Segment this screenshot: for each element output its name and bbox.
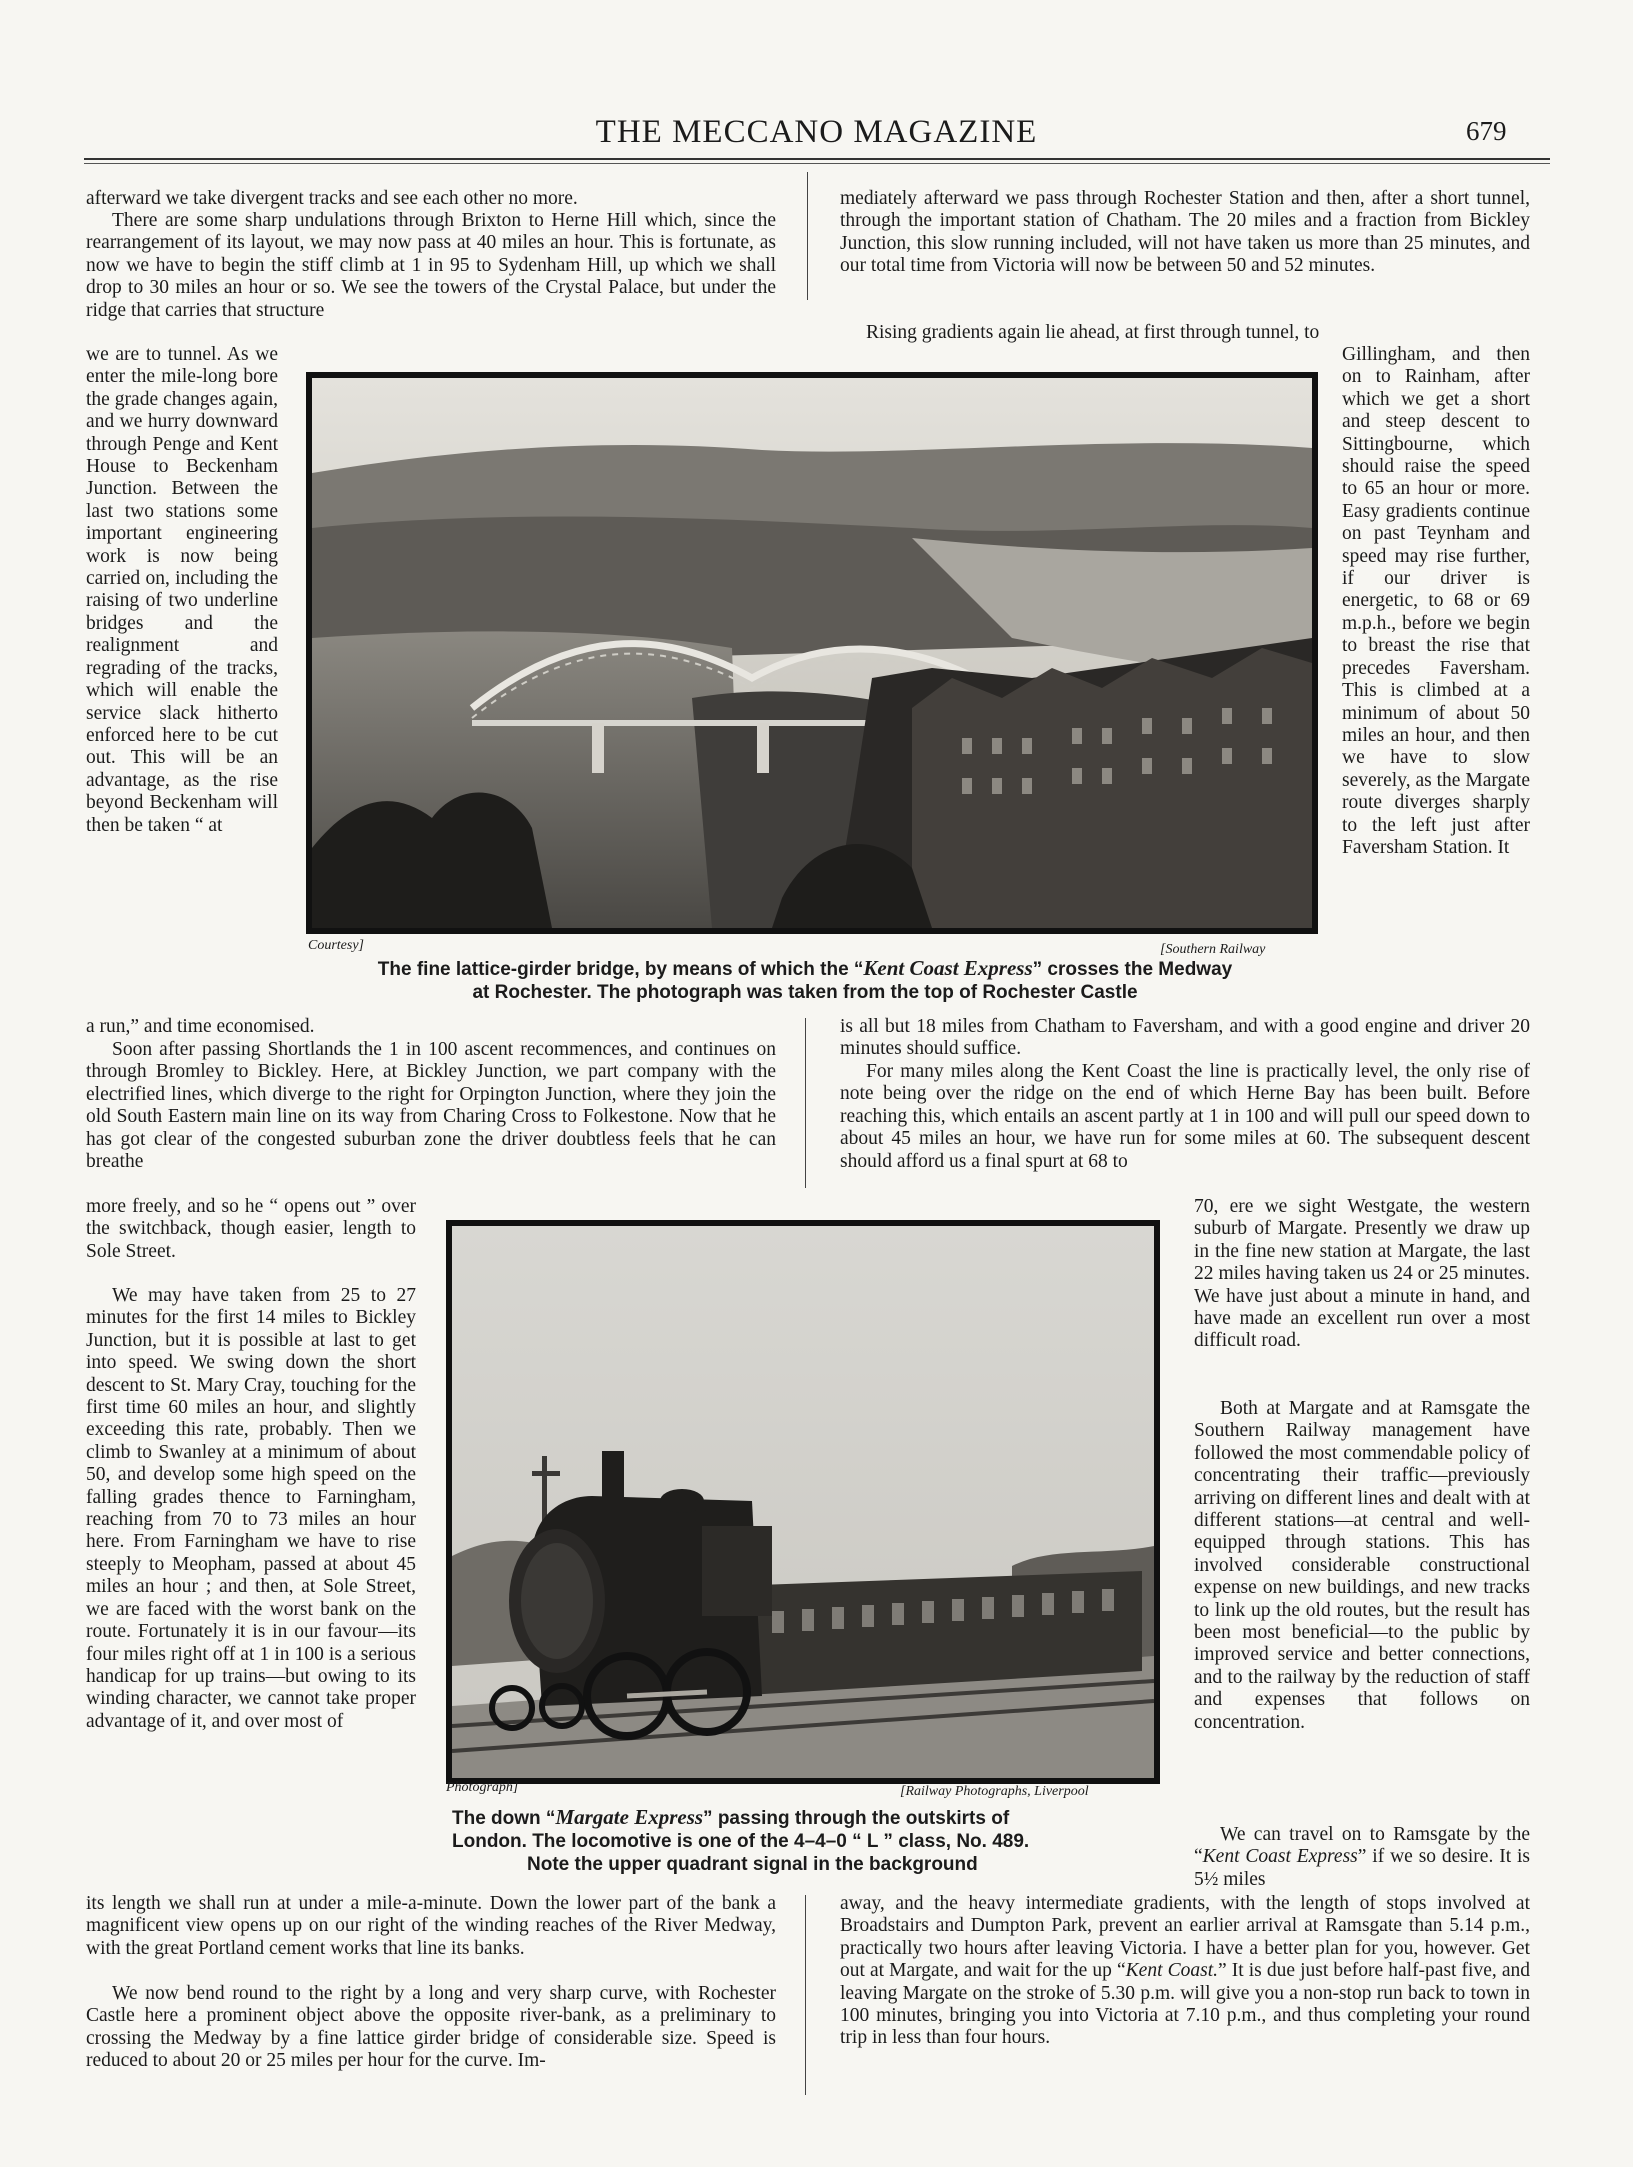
margate-express-photo <box>446 1220 1160 1784</box>
right-narrow-paragraph-2: 70, ere we sight Westgate, the western suburb of Margate. Presently we draw up in the fine new station at Margate, the last 22 miles having taken us 24 or 25 minutes. We have just about a minute in hand, and have made an excellent run over a most difficult road. <box>1194 1196 1530 1352</box>
right-narrow-paragraph-4: We can travel on to Ramsgate by the “Kent Coast Express” if we so desire. It is 5½ miles <box>1194 1824 1530 1890</box>
photo2-caption <box>452 1806 1152 1876</box>
right-narrow-paragraph-3: Both at Margate and at Ramsgate the Southern Railway management have followed the most commendable policy of concentrating their traffic—previously arriving on different lines and dealt with at different stations—at central and well-equipped through stations. This has involved considerable constructional expense on new buildings, and new tracks to link up the old routes, but the result has been most beneficial—to the public by improved service and better connections, and to the railway by the reduction of staff and expenses that follows on concentration. <box>1194 1398 1530 1733</box>
photo2-credit-left: Photograph] <box>446 1780 519 1795</box>
left-narrow-paragraph-2: more freely, and so he “ opens out ” over the switchback, though easier, length to Sole Street. <box>86 1196 416 1262</box>
photo2-caption-line3: Note the upper quadrant signal in the background <box>527 1854 978 1875</box>
photo1-caption-line1: The fine lattice-girder bridge, by means of which the “Kent Coast Express” crosses the Medway <box>377 956 1233 980</box>
right-narrow-paragraph-1: Gillingham, and then on to Rainham, after which we get a short and steep descent to Sittingbourne, which should raise the speed to 65 an hour or more. Easy gradients continue on past Teynham and speed may rise further, if our driver is energetic, to 68 or 69 m.p.h., before we begin to breast the rise that precedes Faversham. This is climbed at a minimum of about 50 miles an hour, and then we have to slow severely, as the Margate route diverges sharply to the left just after Faversham Station. It <box>1342 344 1530 858</box>
header-rule-thin <box>84 163 1550 164</box>
left-narrow-paragraph-3: We may have taken from 25 to 27 minutes for the first 14 miles to Bickley Junction, but it is possible at last to get into speed. We swing down the short descent to St. Mary Cray, touching for the first time 60 miles an hour, and slightly exceeding this rate, probably. Then we climb to Swanley at a minimum of about 50, and develop some high speed on the falling grades thence to Farningham, reaching from 70 to 73 miles an hour here. From Farningham we have to rise steeply to Meopham, passed at about 45 miles an hour ; and then, at Sole Street, we are faced with the worst bank on the route. Fortunately it is in our favour—its four miles right off at 1 in 100 is a serious handicap for up trains—but owing to its winding character, we cannot take proper advantage of it, and over most of <box>86 1285 416 1732</box>
right-paragraph-mid-1: is all but 18 miles from Chatham to Faversham, and with a good engine and driver 20 minutes should suffice. <box>840 1016 1530 1060</box>
page-number: 679 <box>1466 116 1507 146</box>
left-paragraph-top: afterward we take divergent tracks and see each other no more. <box>86 188 578 209</box>
left-narrow-paragraph-1: we are to tunnel. As we enter the mile-long bore the grade changes again, and we hurry downward through Penge and Kent House to Beckenham Junction. Between the last two stations some important engineering work is now being carried on, including the raising of two underline bridges and the realignment and regrading of the tracks, which will enable the service slack hitherto enforced here to be cut out. This will be an advantage, as the rise beyond Beckenham will then be taken “ at <box>86 344 278 836</box>
photo1-credit-right: [Southern Railway <box>1160 942 1266 957</box>
magazine-title: THE MECCANO MAGAZINE <box>595 114 1038 150</box>
rochester-bridge-photo <box>306 372 1318 934</box>
left-paragraph-mid: a run,” and time economised. <box>86 1016 315 1037</box>
left-paragraph-2: There are some sharp undulations through Brixton to Herne Hill which, since the rearrangement of its layout, we may now pass at 40 miles an hour. This is fortunate, as now we have to begin the stiff climb at 1 in 95 to Sydenham Hill, up which we shall drop to 30 miles an hour or so. We see the towers of the Crystal Palace, but under the ridge that carries that structure <box>86 210 776 321</box>
column-divider-middle <box>805 1018 806 1188</box>
right-paragraph-bottom: away, and the heavy intermediate gradients, with the length of stops involved at Broadstairs and Dumpton Park, prevent an earlier arrival at Ramsgate than 5.14 p.m., practically two hours after leaving Victoria. I have a better plan for you, however. Get out at Margate, and wait for the up “Kent Coast.” It is due just before half-past five, and leaving Margate on the stroke of 5.30 p.m. will give you a non-stop run back to town in 100 minutes, bringing you into Victoria at 7.10 p.m., and thus completing your round trip in less than four hours. <box>840 1893 1530 2049</box>
photo1-caption-line2: at Rochester. The photograph was taken from the top of Rochester Castle <box>472 982 1138 1003</box>
column-divider-bottom <box>805 1895 806 2095</box>
photo2-credit-right: [Railway Photographs, Liverpool <box>900 1784 1089 1799</box>
photo1-caption <box>300 957 1310 1004</box>
left-paragraph-bottom-2: We now bend round to the right by a long and very sharp curve, with Rochester Castle here a prominent object above the opposite river-bank, as a preliminary to crossing the Medway by a fine lattice girder bridge of considerable size. Speed is reduced to about 20 or 25 miles per hour for the curve. Im- <box>86 1983 776 2072</box>
header-rule <box>84 158 1550 160</box>
right-paragraph-rising: Rising gradients again lie ahead, at first through tunnel, to <box>866 322 1320 343</box>
right-paragraph-top: mediately afterward we pass through Rochester Station and then, after a short tunnel, through the important station of Chatham. The 20 miles and a fraction from Bickley Junction, this slow running included, will not have taken us more than 25 minutes, and our total time from Victoria will now be between 50 and 52 minutes. <box>840 188 1530 277</box>
photo1-credit-left: Courtesy] <box>308 938 364 953</box>
left-paragraph-3: Soon after passing Shortlands the 1 in 100 ascent recommences, and continues on through Bromley to Bickley. Here, at Bickley Junction, we part company with the electrified lines, which diverge to the right for Orpington Junction, where they join the old South Eastern main line on its way from Charing Cross to Folkestone. Now that he has got clear of the congested suburban zone the driver doubtless feels that he can breathe <box>86 1039 776 1173</box>
right-paragraph-mid-2: For many miles along the Kent Coast the line is practically level, the only rise of note being over the ridge on the end of which Herne Bay has been built. Before reaching this, which entails an ascent partly at 1 in 100 and will pull our speed down to about 45 miles an hour, we have run for some miles at 60. The subsequent descent should afford us a final spurt at 68 to <box>840 1061 1530 1172</box>
left-paragraph-bottom-1: its length we shall run at under a mile-a-minute. Down the lower part of the bank a magnificent view opens up on our right of the winding reaches of the River Medway, with the great Portland cement works that line its banks. <box>86 1893 776 1959</box>
photo2-caption-line1: The down “Margate Express” passing through the outskirts of <box>452 1805 1010 1829</box>
photo2-caption-line2: London. The locomotive is one of the 4–4–0 “ L ” class, No. 489. <box>452 1831 1030 1852</box>
column-divider-top <box>807 172 808 300</box>
